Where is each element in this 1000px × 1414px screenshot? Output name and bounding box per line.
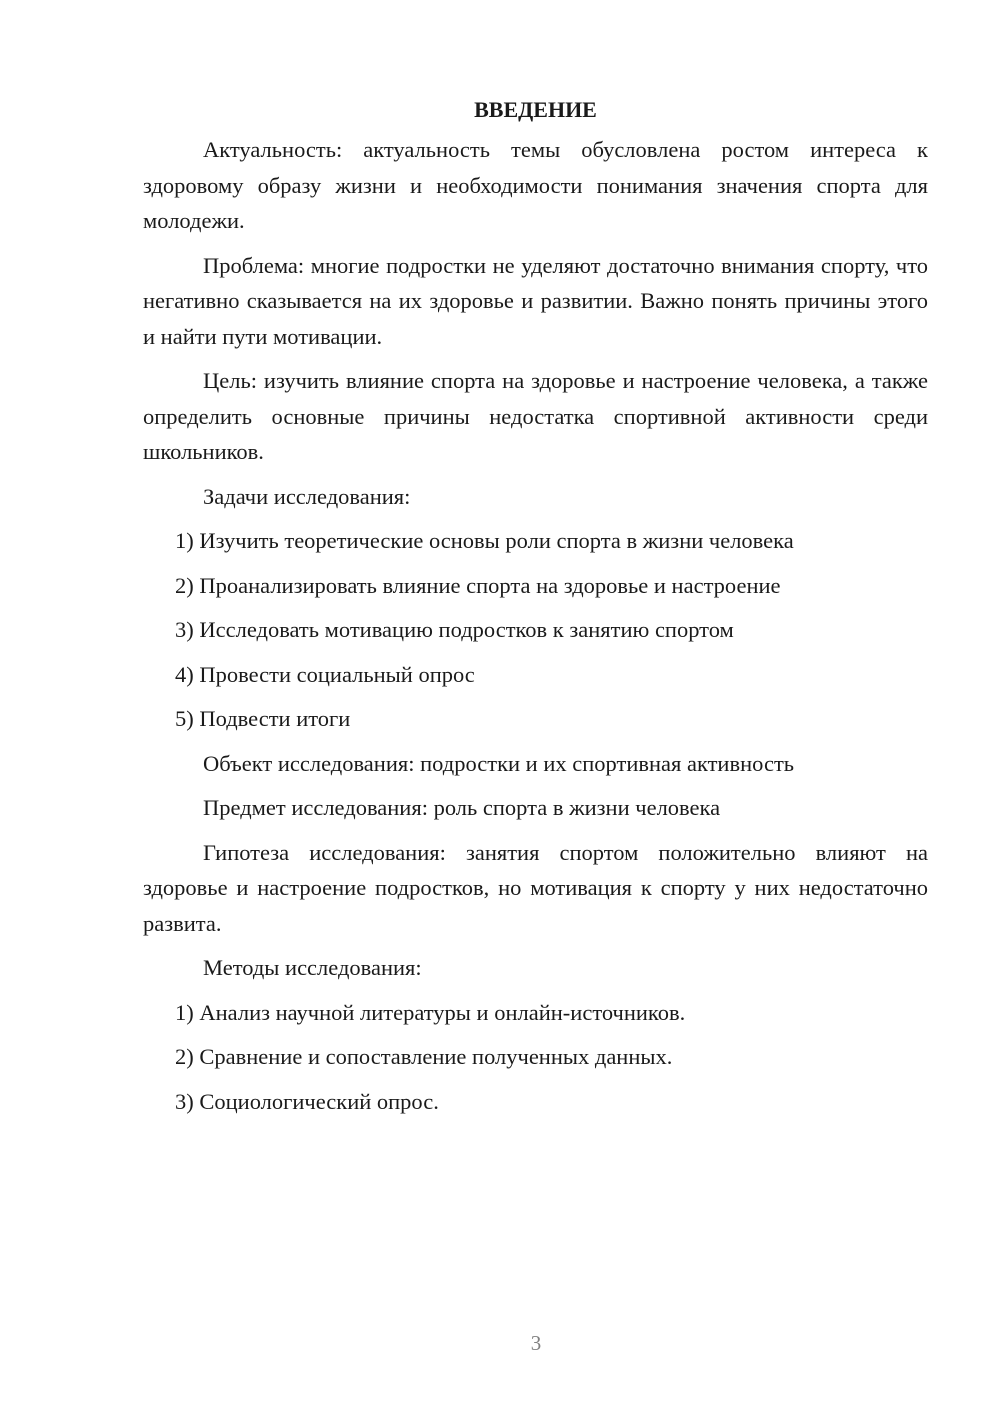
task-item: 1) Изучить теоретические основы роли спорта в жизни человека bbox=[175, 528, 794, 553]
subject-line: Предмет исследования: роль спорта в жизни человека bbox=[203, 795, 721, 820]
goal-paragraph: Цель: изучить влияние спорта на здоровье и настроение человека, а также определить основные причины недостатка спортивной активности среди школьников. bbox=[143, 368, 928, 464]
method-item: 3) Социологический опрос. bbox=[175, 1088, 439, 1114]
hypothesis-paragraph: Гипотеза исследования: занятия спортом положительно влияют на здоровье и настроение подростков, но мотивация к спорту у них недостаточно развита. bbox=[143, 839, 928, 936]
relevance-paragraph: Актуальность: актуальность темы обусловлена ростом интереса к здоровому образу жизни и необходимости понимания значения спорта для молодежи. bbox=[143, 137, 928, 233]
methods-heading: Методы исследования: bbox=[203, 955, 422, 980]
task-item: 5) Подвести итоги bbox=[175, 706, 351, 731]
tasks-heading: Задачи исследования: bbox=[203, 483, 411, 509]
section-heading: ВВЕДЕНИЕ bbox=[474, 97, 597, 122]
method-item: 1) Анализ научной литературы и онлайн-источников. bbox=[175, 999, 686, 1025]
method-item: 2) Сравнение и сопоставление полученных данных. bbox=[175, 1044, 673, 1069]
task-item: 4) Провести социальный опрос bbox=[175, 661, 475, 687]
task-item: 2) Проанализировать влияние спорта на здоровье и настроение bbox=[175, 572, 781, 598]
document-page bbox=[143, 94, 928, 1119]
object-line: Объект исследования: подростки и их спортивная активность bbox=[203, 750, 795, 776]
problem-paragraph: Проблема: многие подростки не уделяют достаточно внимания спорту, что негативно сказывается на их здоровье и развитии. Важно понять причины этого и найти пути мотивации. bbox=[143, 252, 928, 349]
page-number: 3 bbox=[530, 1331, 542, 1355]
task-item: 3) Исследовать мотивацию подростков к занятию спортом bbox=[175, 617, 734, 642]
